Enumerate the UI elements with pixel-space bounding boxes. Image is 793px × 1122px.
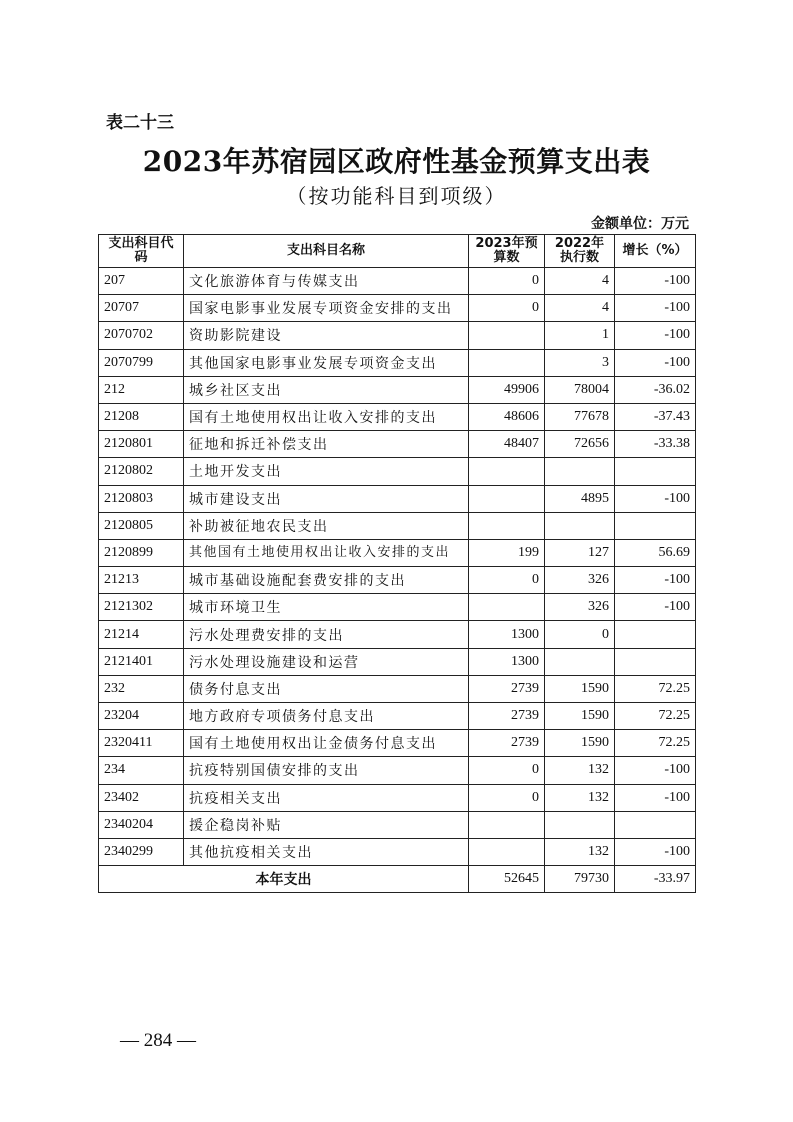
cell-growth: -100	[615, 349, 696, 376]
cell-code: 21208	[99, 403, 184, 430]
cell-code: 212	[99, 376, 184, 403]
total-budget-2023: 52645	[469, 866, 545, 893]
cell-name: 国家电影事业发展专项资金安排的支出	[184, 295, 469, 322]
budget-table	[98, 234, 696, 893]
cell-name: 其他国有土地使用权出让收入安排的支出	[184, 539, 469, 566]
cell-growth: 72.25	[615, 703, 696, 730]
cell-code: 2340204	[99, 811, 184, 838]
cell-actual-2022	[545, 458, 615, 485]
cell-actual-2022: 3	[545, 349, 615, 376]
cell-code: 2120805	[99, 512, 184, 539]
cell-name: 其他抗疫相关支出	[184, 838, 469, 865]
cell-growth: -100	[615, 295, 696, 322]
cell-budget-2023: 0	[469, 567, 545, 594]
cell-name: 债务付息支出	[184, 675, 469, 702]
cell-actual-2022: 1590	[545, 730, 615, 757]
cell-actual-2022: 127	[545, 539, 615, 566]
cell-growth: 56.69	[615, 539, 696, 566]
cell-name: 抗疫特别国债安排的支出	[184, 757, 469, 784]
table-row	[99, 730, 696, 757]
cell-name: 其他国家电影事业发展专项资金支出	[184, 349, 469, 376]
cell-growth	[615, 512, 696, 539]
table-row	[99, 458, 696, 485]
table-row	[99, 403, 696, 430]
cell-code: 23402	[99, 784, 184, 811]
cell-budget-2023: 0	[469, 784, 545, 811]
total-growth: -33.97	[615, 866, 696, 893]
cell-actual-2022: 72656	[545, 431, 615, 458]
page-title: 2023年苏宿园区政府性基金预算支出表	[142, 145, 651, 178]
cell-code: 2121302	[99, 594, 184, 621]
cell-actual-2022: 326	[545, 594, 615, 621]
cell-budget-2023	[469, 594, 545, 621]
cell-actual-2022: 0	[545, 621, 615, 648]
cell-growth: -100	[615, 784, 696, 811]
cell-actual-2022: 1	[545, 322, 615, 349]
cell-budget-2023	[469, 512, 545, 539]
cell-growth: -33.38	[615, 431, 696, 458]
cell-budget-2023: 49906	[469, 376, 545, 403]
cell-actual-2022: 4	[545, 295, 615, 322]
cell-code: 20707	[99, 295, 184, 322]
cell-code: 2120899	[99, 539, 184, 566]
cell-code: 2320411	[99, 730, 184, 757]
cell-growth: -100	[615, 567, 696, 594]
cell-growth: -100	[615, 594, 696, 621]
cell-budget-2023	[469, 349, 545, 376]
cell-name: 污水处理设施建设和运营	[184, 648, 469, 675]
cell-budget-2023: 0	[469, 268, 545, 295]
table-row	[99, 648, 696, 675]
cell-actual-2022: 1590	[545, 703, 615, 730]
table-row	[99, 431, 696, 458]
cell-growth: -100	[615, 757, 696, 784]
cell-name: 城市基础设施配套费安排的支出	[184, 567, 469, 594]
cell-name: 援企稳岗补贴	[184, 811, 469, 838]
cell-actual-2022	[545, 811, 615, 838]
cell-code: 2120801	[99, 431, 184, 458]
cell-code: 2070799	[99, 349, 184, 376]
cell-actual-2022: 4895	[545, 485, 615, 512]
cell-code: 21214	[99, 621, 184, 648]
cell-name: 地方政府专项债务付息支出	[184, 703, 469, 730]
cell-growth: 72.25	[615, 675, 696, 702]
table-row	[99, 349, 696, 376]
table-row	[99, 485, 696, 512]
cell-growth	[615, 648, 696, 675]
page-subtitle: （按功能科目到项级）	[286, 184, 507, 208]
cell-growth	[615, 621, 696, 648]
cell-budget-2023	[469, 458, 545, 485]
table-row	[99, 322, 696, 349]
cell-name: 城市建设支出	[184, 485, 469, 512]
cell-actual-2022: 4	[545, 268, 615, 295]
table-row	[99, 675, 696, 702]
cell-name: 土地开发支出	[184, 458, 469, 485]
header-budget-2023: 2023年预算数	[469, 235, 545, 268]
table-row	[99, 512, 696, 539]
cell-name: 补助被征地农民支出	[184, 512, 469, 539]
cell-budget-2023	[469, 838, 545, 865]
cell-actual-2022	[545, 512, 615, 539]
cell-budget-2023	[469, 485, 545, 512]
cell-actual-2022: 132	[545, 757, 615, 784]
table-row	[99, 838, 696, 865]
cell-growth: -36.02	[615, 376, 696, 403]
cell-budget-2023: 2739	[469, 675, 545, 702]
cell-actual-2022: 132	[545, 784, 615, 811]
table-row	[99, 703, 696, 730]
cell-actual-2022: 77678	[545, 403, 615, 430]
cell-actual-2022: 1590	[545, 675, 615, 702]
cell-growth	[615, 811, 696, 838]
cell-growth: -100	[615, 322, 696, 349]
cell-budget-2023	[469, 811, 545, 838]
cell-code: 234	[99, 757, 184, 784]
cell-code: 23204	[99, 703, 184, 730]
header-code: 支出科目代码	[99, 235, 184, 268]
total-label: 本年支出	[99, 866, 469, 893]
cell-name: 国有土地使用权出让收入安排的支出	[184, 403, 469, 430]
cell-budget-2023	[469, 322, 545, 349]
table-row	[99, 295, 696, 322]
cell-growth: -37.43	[615, 403, 696, 430]
table-header-row	[99, 235, 696, 268]
page-number: — 284 —	[120, 1030, 196, 1051]
cell-code: 2070702	[99, 322, 184, 349]
cell-actual-2022: 78004	[545, 376, 615, 403]
cell-budget-2023: 1300	[469, 621, 545, 648]
table-row	[99, 268, 696, 295]
cell-budget-2023: 48606	[469, 403, 545, 430]
table-row	[99, 621, 696, 648]
table-label: 表二十三	[106, 113, 174, 133]
cell-code: 21213	[99, 567, 184, 594]
header-growth: 增长（%）	[615, 235, 696, 268]
cell-growth: -100	[615, 838, 696, 865]
cell-actual-2022	[545, 648, 615, 675]
header-actual-2022: 2022年执行数	[545, 235, 615, 268]
cell-code: 2120803	[99, 485, 184, 512]
cell-code: 2340299	[99, 838, 184, 865]
cell-actual-2022: 132	[545, 838, 615, 865]
table-row	[99, 757, 696, 784]
table-row	[99, 567, 696, 594]
cell-name: 城乡社区支出	[184, 376, 469, 403]
cell-budget-2023: 48407	[469, 431, 545, 458]
cell-budget-2023: 1300	[469, 648, 545, 675]
cell-budget-2023: 2739	[469, 703, 545, 730]
cell-growth: 72.25	[615, 730, 696, 757]
total-actual-2022: 79730	[545, 866, 615, 893]
cell-code: 232	[99, 675, 184, 702]
cell-code: 2120802	[99, 458, 184, 485]
table-row	[99, 811, 696, 838]
cell-name: 资助影院建设	[184, 322, 469, 349]
cell-name: 文化旅游体育与传媒支出	[184, 268, 469, 295]
cell-name: 污水处理费安排的支出	[184, 621, 469, 648]
table-row	[99, 376, 696, 403]
cell-growth	[615, 458, 696, 485]
cell-name: 国有土地使用权出让金债务付息支出	[184, 730, 469, 757]
cell-actual-2022: 326	[545, 567, 615, 594]
cell-budget-2023: 0	[469, 295, 545, 322]
cell-growth: -100	[615, 268, 696, 295]
cell-code: 2121401	[99, 648, 184, 675]
cell-name: 征地和拆迁补偿支出	[184, 431, 469, 458]
cell-budget-2023: 0	[469, 757, 545, 784]
unit-label: 金额单位：万元	[591, 216, 689, 232]
total-row	[99, 866, 696, 893]
cell-growth: -100	[615, 485, 696, 512]
table-body	[99, 268, 696, 866]
cell-name: 城市环境卫生	[184, 594, 469, 621]
cell-name: 抗疫相关支出	[184, 784, 469, 811]
cell-budget-2023: 199	[469, 539, 545, 566]
cell-code: 207	[99, 268, 184, 295]
table-row	[99, 594, 696, 621]
table-row	[99, 539, 696, 566]
table-row	[99, 784, 696, 811]
header-name: 支出科目名称	[184, 235, 469, 268]
cell-budget-2023: 2739	[469, 730, 545, 757]
